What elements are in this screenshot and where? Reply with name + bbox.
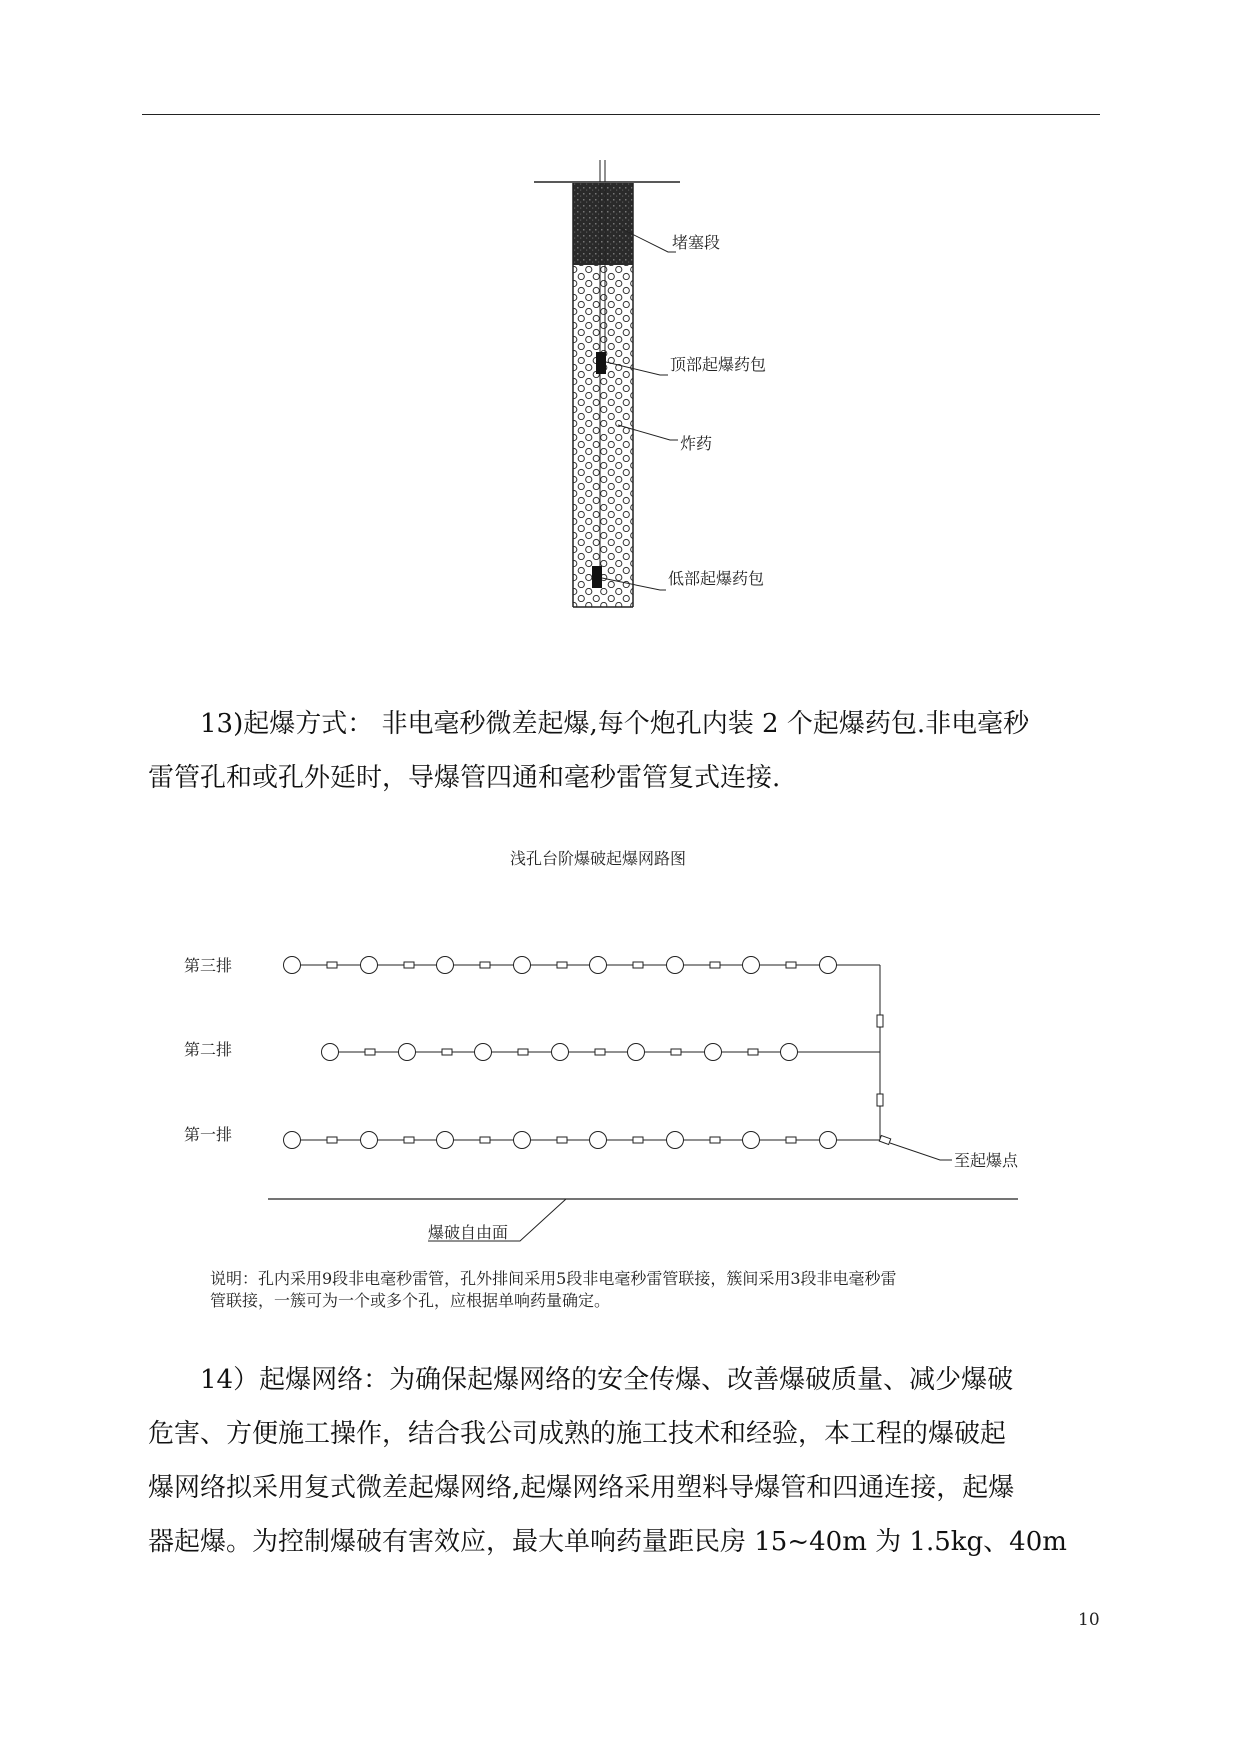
network-note: [210, 1268, 897, 1312]
blast-hole: [667, 957, 684, 974]
delay-connector: [671, 1049, 681, 1055]
label-bottom-primer: 低部起爆药包: [668, 569, 765, 588]
row-label-3: 第三排: [184, 956, 233, 975]
delay-connector: [633, 962, 643, 968]
page-number: 10: [1078, 1610, 1100, 1630]
blast-hole: [514, 957, 531, 974]
delay-connector: [557, 1137, 567, 1143]
blast-hole: [284, 1132, 301, 1149]
delay-connector: [786, 962, 796, 968]
blast-hole: [743, 957, 760, 974]
blast-hole: [820, 957, 837, 974]
section-13-line-1: 13)起爆方式： 非电毫秒微差起爆,每个炮孔内装 2 个起爆药包.非电毫秒: [200, 709, 1030, 739]
blast-hole: [475, 1044, 492, 1061]
delay-connector: [480, 962, 490, 968]
blast-hole: [514, 1132, 531, 1149]
blast-hole: [437, 957, 454, 974]
blast-hole: [628, 1044, 645, 1061]
row-label-1: 第一排: [184, 1125, 233, 1144]
network-note-line-1: 说明：孔内采用9段非电毫秒雷管，孔外排间采用5段非电毫秒雷管联接，簇间采用3段非电毫秒雷: [210, 1269, 897, 1288]
delay-connector: [557, 962, 567, 968]
delay-connector: [786, 1137, 796, 1143]
delay-connector: [404, 1137, 414, 1143]
delay-connector: [710, 962, 720, 968]
blast-hole: [552, 1044, 569, 1061]
row-1-holes: [284, 1132, 837, 1149]
row-label-2: 第二排: [184, 1040, 233, 1059]
section-14-line-2: 危害、方便施工操作，结合我公司成熟的施工技术和经验，本工程的爆破起: [148, 1419, 1007, 1449]
network-title: 浅孔台阶爆破起爆网路图: [510, 849, 687, 868]
label-stemming: 堵塞段: [672, 233, 721, 252]
delay-connector: [442, 1049, 452, 1055]
network-note-line-2: 管联接，一簇可为一个或多个孔，应根据单响药量确定。: [210, 1291, 611, 1310]
section-14-paragraph: [148, 1353, 1098, 1569]
delay-connector: [710, 1137, 720, 1143]
row-3-holes: [284, 957, 837, 974]
section-13-line-2: 雷管孔和或孔外延时，导爆管四通和毫秒雷管复式连接.: [148, 763, 781, 793]
delay-connector: [748, 1049, 758, 1055]
blast-hole: [322, 1044, 339, 1061]
blast-hole: [437, 1132, 454, 1149]
delay-connector: [595, 1049, 605, 1055]
blast-hole: [667, 1132, 684, 1149]
blast-hole: [781, 1044, 798, 1061]
delay-connector: [327, 962, 337, 968]
label-top-primer: 顶部起爆药包: [670, 355, 767, 374]
section-14-line-4: 器起爆。为控制爆破有害效应，最大单响药量距民房 15~40m 为 1.5kg、40m: [148, 1527, 1067, 1557]
section-14-line-3: 爆网络拟采用复式微差起爆网络,起爆网络采用塑料导爆管和四通连接，起爆: [148, 1473, 1015, 1503]
delay-connector: [365, 1049, 375, 1055]
blast-hole: [590, 957, 607, 974]
delay-connector: [480, 1137, 490, 1143]
free-face-label: 爆破自由面: [428, 1223, 509, 1242]
blast-hole: [705, 1044, 722, 1061]
delay-connector: [327, 1137, 337, 1143]
blast-hole: [361, 1132, 378, 1149]
blast-hole: [743, 1132, 760, 1149]
blast-hole: [590, 1132, 607, 1149]
blast-hole: [399, 1044, 416, 1061]
blast-hole: [820, 1132, 837, 1149]
section-14-line-1: 14）起爆网络：为确保起爆网络的安全传爆、改善爆破质量、减少爆破: [200, 1365, 1014, 1395]
delay-connector: [518, 1049, 528, 1055]
to-detonation-label: 至起爆点: [954, 1151, 1019, 1170]
delay-connector: [633, 1137, 643, 1143]
label-explosive: 炸药: [680, 434, 713, 453]
delay-connector: [404, 962, 414, 968]
blast-hole: [361, 957, 378, 974]
blast-hole: [284, 957, 301, 974]
